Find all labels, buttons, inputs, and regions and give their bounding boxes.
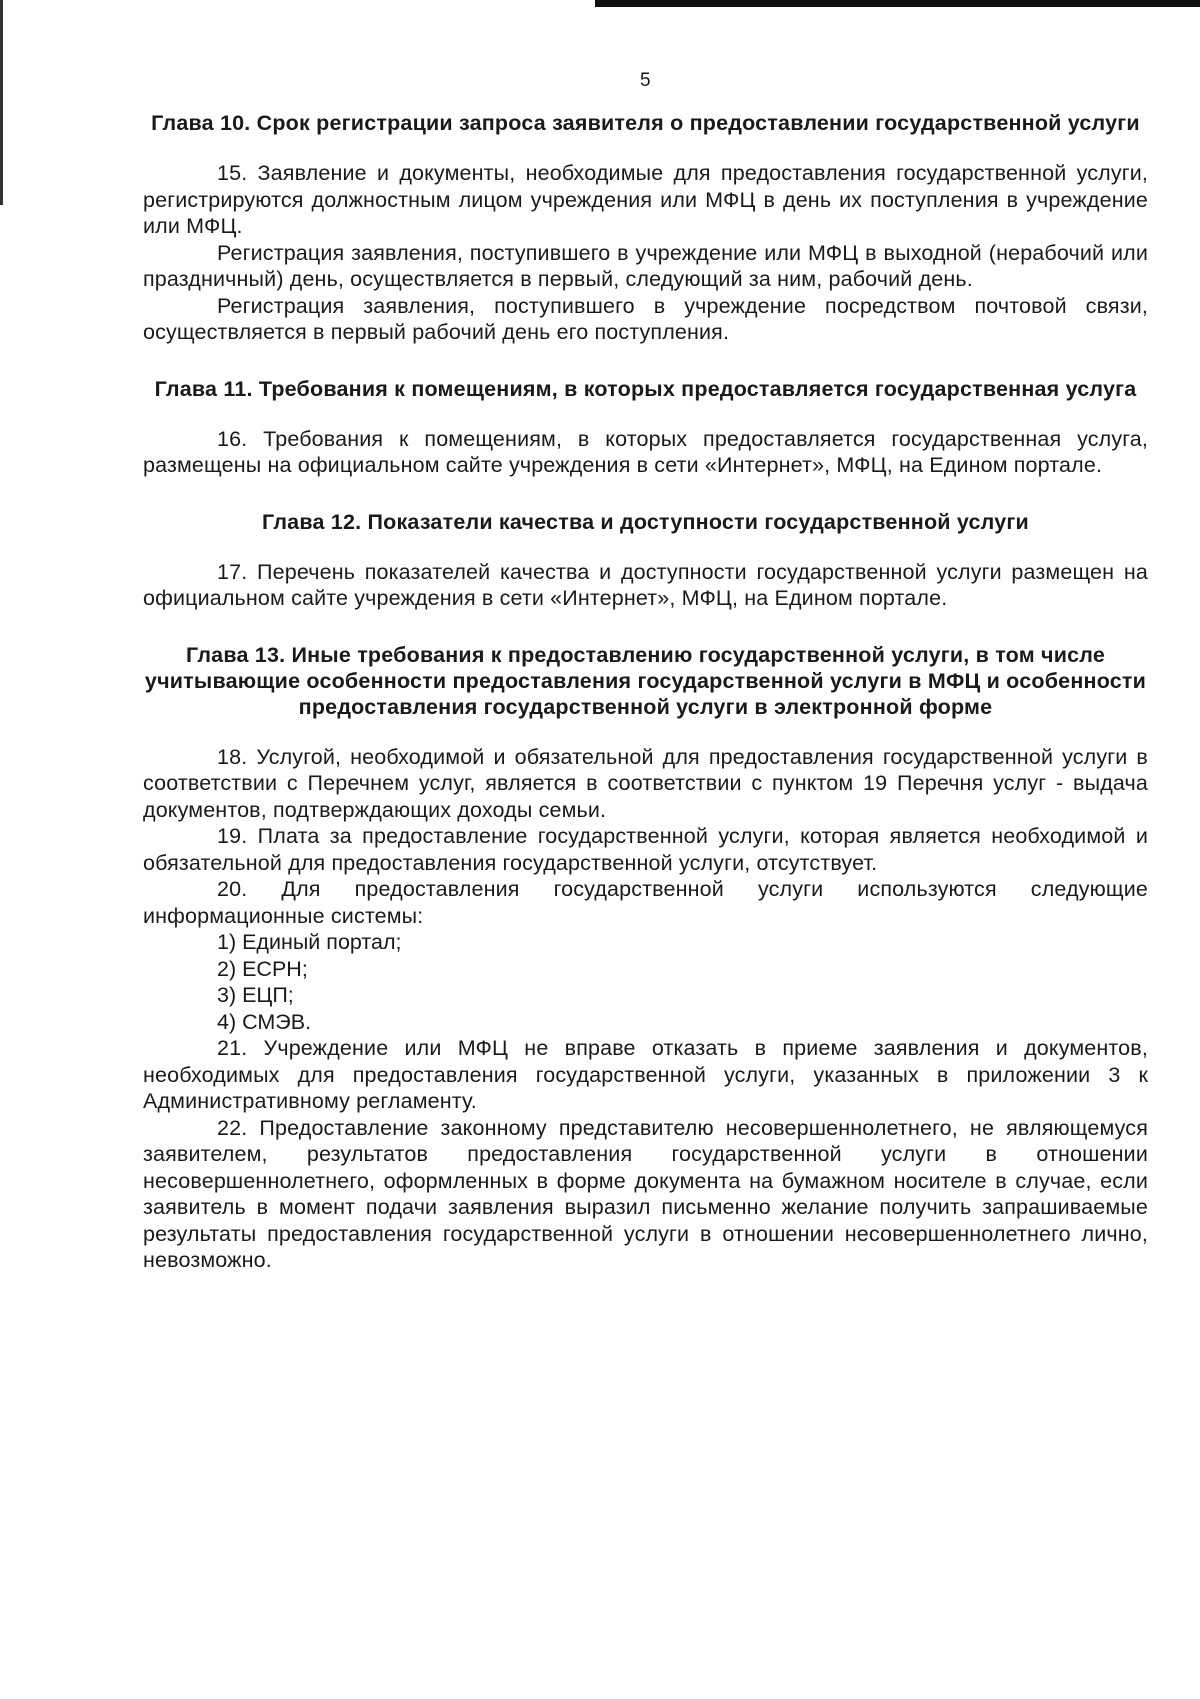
list-item-system-2: 2) ЕСРН; — [217, 956, 308, 981]
paragraph-21: 21. Учреждение или МФЦ не вправе отказать в приеме заявления и документов, необходимых для предоставления государственной услуги, указанных в приложении 3 к Административному регламенту. — [143, 1036, 1148, 1113]
paragraph-16: 16. Требования к помещениям, в которых предоставляется государственная услуга, размещены на официальном сайте учреждения в сети «Интернет», МФЦ, на Едином портале. — [143, 426, 1148, 477]
list-item-system-4: 4) СМЭВ. — [217, 1009, 312, 1034]
paragraph-18: 18. Услугой, необходимой и обязательной для предоставления государственной услуги в соответствии с Перечнем услуг, является в соответствии с пунктом 19 Перечня услуг - выдача документов, подтверждающих доходы семьи. — [143, 744, 1148, 822]
chapter-12-title: Глава 12. Показатели качества и доступности государственной услуги — [262, 509, 1029, 534]
spacer — [143, 136, 1148, 160]
scan-left-edge — [0, 0, 3, 205]
page-number: 5 — [639, 70, 652, 91]
spacer — [143, 346, 1148, 376]
paragraph-20: 20. Для предоставления государственной услуги используются следующие информационные системы: — [143, 877, 1148, 928]
list-item-system-3: 3) ЕЦП; — [217, 983, 294, 1007]
paragraph-19: 19. Плата за предоставление государственной услуги, которая является необходимой и обязательной для предоставления государственной услуги, отсутствует. — [143, 824, 1148, 875]
spacer — [143, 479, 1148, 509]
spacer — [143, 535, 1148, 559]
chapter-13-title: Глава 13. Иные требования к предоставлению государственной услуги, в том числе учитывающие особенности предоставления государственной услуги в МФЦ и особенности предоставления государственной услуги в электронной форме — [144, 642, 1147, 719]
paragraph-17: 17. Перечень показателей качества и доступности государственной услуги размещен на официальном сайте учреждения в сети «Интернет», МФЦ, на Едином портале. — [143, 559, 1148, 610]
spacer — [143, 720, 1148, 744]
chapter-10-title: Глава 10. Срок регистрации запроса заявителя о предоставлении государственной услуги — [151, 111, 1140, 135]
spacer — [143, 612, 1148, 642]
spacer — [143, 402, 1148, 426]
list-item-system-1: 1) Единый портал; — [217, 930, 402, 954]
paragraph-15-registration-holiday: Регистрация заявления, поступившего в учреждение или МФЦ в выходной (нерабочий или праздничный) день, осуществляется в первый, следующий за ним, рабочий день. — [143, 240, 1148, 291]
paragraph-15: 15. Заявление и документы, необходимые для предоставления государственной услуги, регистрируются должностным лицом учреждения или МФЦ в день их поступления в учреждение или МФЦ. — [143, 161, 1148, 238]
chapter-11-title: Глава 11. Требования к помещениям, в которых предоставляется государственная услуга — [154, 376, 1137, 401]
document-page — [143, 70, 1148, 1274]
paragraph-22: 22. Предоставление законному представителю несовершеннолетнего, не являющемуся заявителем, результатов предоставления государственной услуги в отношении несовершеннолетнего, оформленных в форме документа на бумажном носителе в случае, если заявитель в момент подачи заявления выразил письменно желание получить запрашиваемые результаты предоставления государственной услуги в отношении несовершеннолетнего лично, невозможно. — [143, 1115, 1148, 1272]
paragraph-15-registration-post: Регистрация заявления, поступившего в учреждение посредством почтовой связи, осуществляется в первый рабочий день его поступления. — [143, 293, 1148, 344]
scan-top-edge — [595, 0, 1200, 7]
